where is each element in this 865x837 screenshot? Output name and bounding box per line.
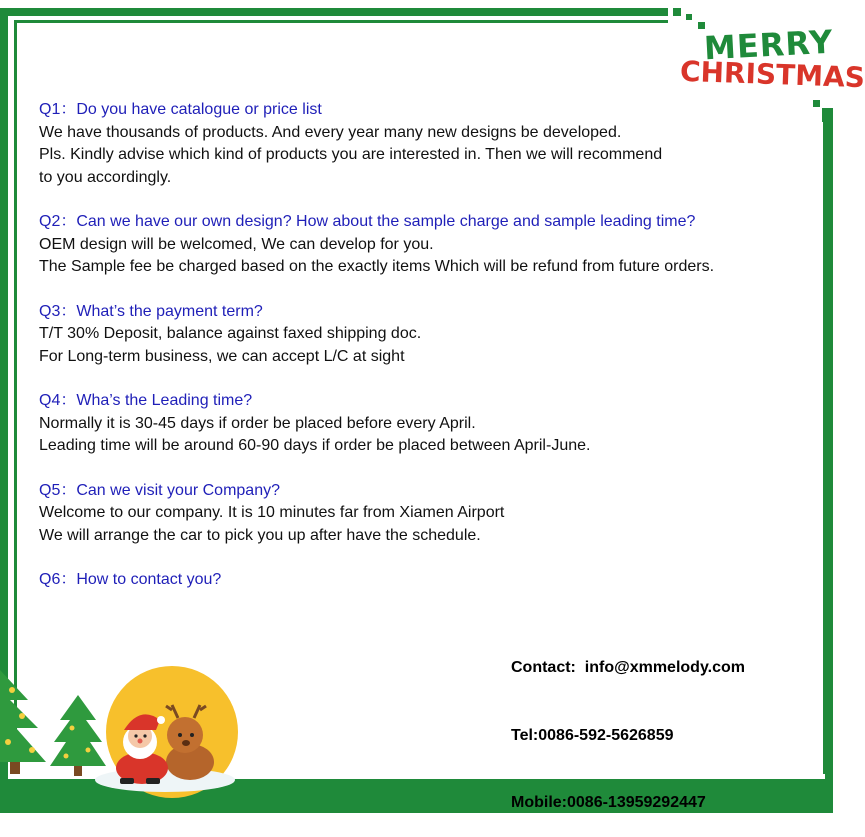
faq-answer-line: Leading time will be around 60-90 days if order be placed between April-June. [39, 437, 591, 454]
faq-answer-line: to you accordingly. [39, 168, 172, 186]
merry-christmas-logo [679, 22, 865, 98]
contact-email: Contact: info@xmmelody.com [511, 659, 745, 676]
faq-answer-line: The Sample fee be charged based on the exactly items Which will be refund from future orders. [39, 258, 715, 275]
decor-square [825, 122, 833, 132]
decor-square [822, 108, 833, 122]
contact-mobile: Mobile:0086-13959292447 [511, 794, 706, 811]
faq-answer-line: We will arrange the car to pick you up after have the schedule. [39, 526, 481, 544]
faq-item [39, 99, 799, 189]
faq-item [39, 301, 799, 369]
faq-question: Q3：What’s the payment term? [39, 302, 263, 320]
faq-question: Q1：Do you have catalogue or price list [39, 101, 322, 118]
faq-question: Q6：How to contact you? [39, 571, 222, 588]
faq-answer-line: Pls. Kindly advise which kind of products you are interested in. Then we will recommend [39, 146, 663, 163]
logo-christmas: CHRISTMAS [679, 54, 865, 95]
contact-tel: Tel:0086-592-5626859 [511, 726, 674, 744]
decor-square [686, 14, 692, 20]
decor-square [673, 8, 681, 16]
faq-question: Q4：Wha’s the Leading time? [39, 392, 253, 409]
logo-merry: MERRY [703, 22, 835, 68]
faq-answer-line: For Long-term business, we can accept L/C at sight [39, 347, 405, 365]
faq-item [39, 569, 799, 592]
faq-item [39, 480, 799, 548]
faq-answer-line: OEM design will be welcomed, We can develop for you. [39, 235, 434, 253]
christmas-tree-icon [0, 670, 46, 774]
contact-block [511, 612, 745, 837]
faq-answer-line: We have thousands of products. And every year many new designs be developed. [39, 123, 622, 141]
faq-question: Q2：Can we have our own design? How about the sample charge and sample leading time? [39, 213, 696, 230]
faq-content [39, 99, 799, 614]
faq-answer-line: Welcome to our company. It is 10 minutes far from Xiamen Airport [39, 504, 505, 521]
decor-square [813, 100, 820, 107]
faq-question: Q5：Can we visit your Company? [39, 481, 280, 499]
faq-item [39, 390, 799, 458]
faq-item [39, 211, 799, 279]
faq-answer-line: T/T 30% Deposit, balance against faxed shipping doc. [39, 325, 422, 342]
faq-answer-line: Normally it is 30-45 days if order be placed before every April. [39, 414, 476, 432]
christmas-illustration [0, 650, 260, 795]
christmas-tree-icon [50, 695, 106, 776]
